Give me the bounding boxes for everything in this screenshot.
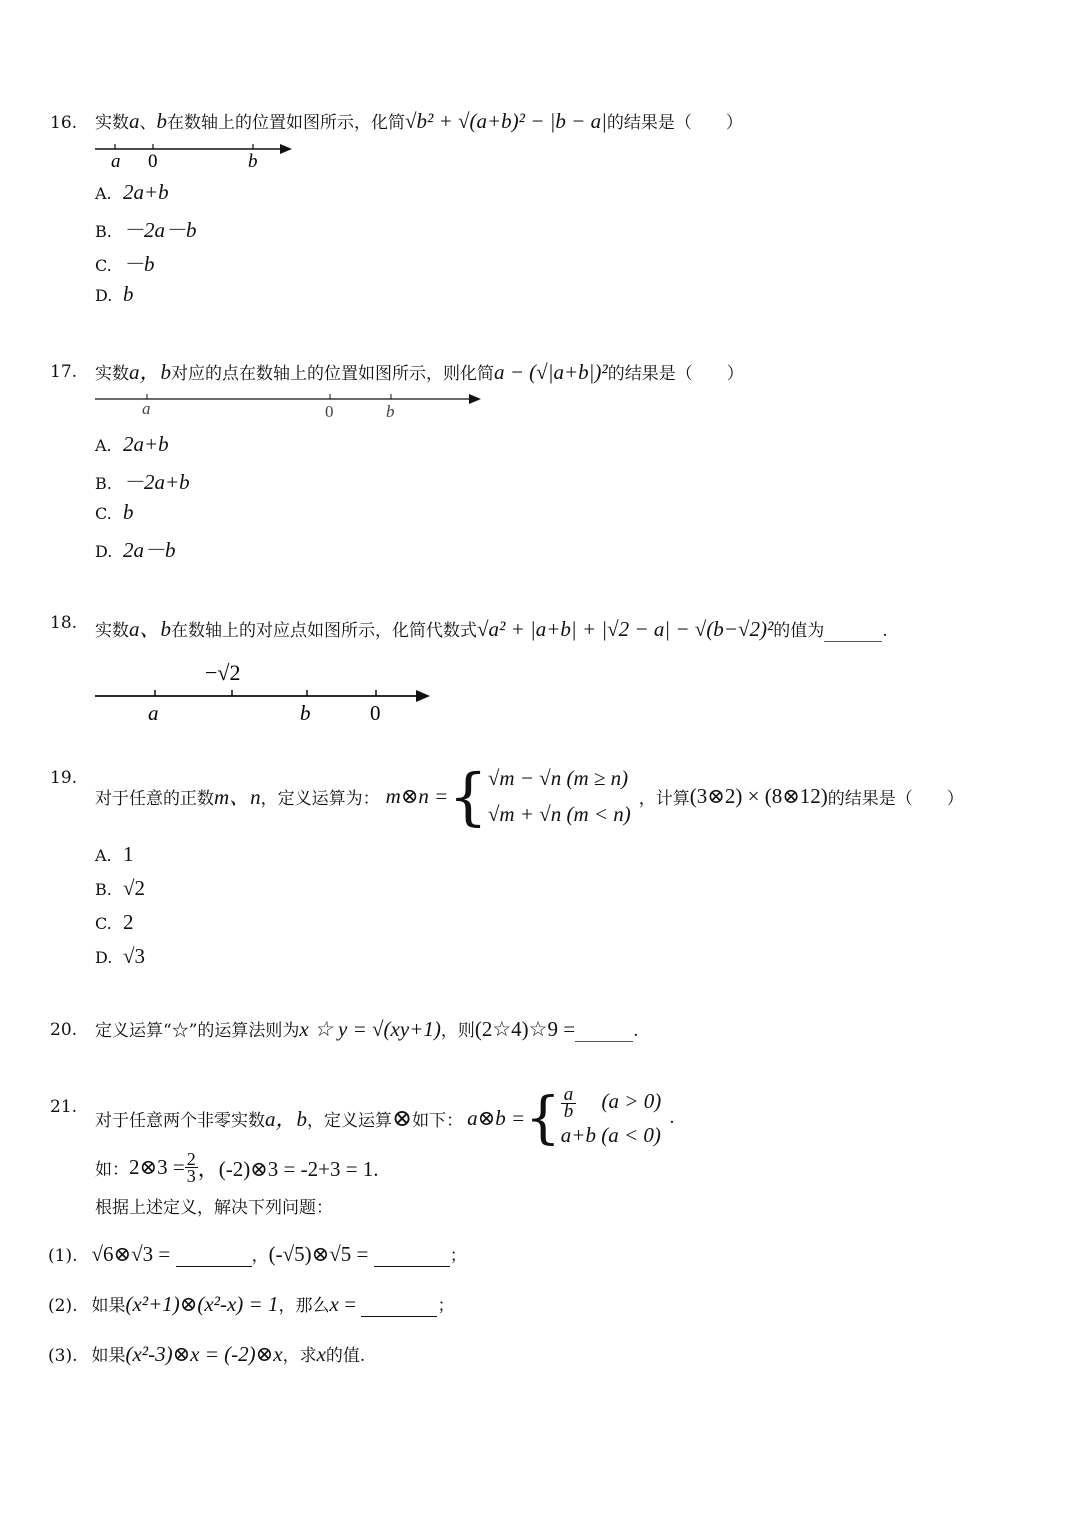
answer-blank-3[interactable]: [361, 1296, 437, 1317]
answer-blank-2[interactable]: [374, 1246, 450, 1267]
option-a[interactable]: A. 2a+b: [95, 432, 169, 456]
option-b[interactable]: B. －2a+b: [95, 470, 190, 494]
expression: √b² + √(a+b)² − |b − a|: [405, 109, 607, 133]
compute-expression: (2☆4)☆9 =: [474, 1017, 576, 1041]
option-a[interactable]: A. 1: [95, 842, 134, 866]
case-2: √m + √n (m < n): [487, 802, 631, 826]
case-2: a+b (a < 0): [560, 1122, 661, 1147]
compute-expression: (3⊗2) × (8⊗12): [689, 783, 828, 808]
question-number: 21.: [50, 1097, 78, 1117]
answer-blank[interactable]: [824, 621, 882, 642]
question-number: 20.: [50, 1020, 78, 1040]
part-3: (3). 如果(x²-3)⊗x = (-2)⊗x，求x的值.: [48, 1342, 366, 1366]
part-1: (1). √6⊗√3 = ，(-√5)⊗√5 = ；: [48, 1242, 467, 1266]
axis-label-0: 0: [148, 151, 158, 172]
question-stem: 实数a、b在数轴上的对应点如图所示，化简代数式√a² + |a+b| + |√2 − a| − √(b−√2)²的值为 .: [95, 617, 888, 641]
otimes-icon: ⊗: [392, 1105, 413, 1132]
option-d[interactable]: D. b: [95, 282, 134, 306]
answer-blank[interactable]: [575, 1021, 633, 1042]
question-stem: 对于任意两个非零实数 a，b ，定义运算 ⊗ 如下： a⊗b = { $\frac{a}{b} (a > 0)$ a+b (a < 0) .: [95, 1083, 675, 1151]
number-line: [95, 138, 295, 174]
option-a[interactable]: A. 2a+b: [95, 180, 169, 204]
option-c[interactable]: C. －b: [95, 252, 155, 276]
axis-label-a: a: [142, 399, 151, 418]
piecewise-cases: [488, 760, 631, 832]
question-stem: 定义运算“☆”的运算法则为x ☆ y = √(xy+1)，则(2☆4)☆9 = .: [95, 1017, 639, 1041]
question-stem: 实数a，b对应的点在数轴上的位置如图所示，则化简a − (√|a+b|)²的结果是（ ）: [95, 360, 744, 384]
axis-label-b: b: [248, 151, 258, 172]
case-1: √m − √n (m ≥ n): [487, 766, 629, 790]
answer-blank-1[interactable]: [176, 1246, 252, 1267]
piecewise-cases: [560, 1083, 662, 1150]
case-1: $\frac{a}{b} (a > 0)$: [561, 1089, 661, 1113]
expression: x ☆ y = √(xy+1): [299, 1017, 441, 1041]
example-line: 如： 2⊗3 = $\frac{2}{3}$ ，(-2)⊗3 = -2+3 = 1.: [95, 1149, 379, 1186]
axis-label-b: b: [300, 701, 311, 725]
option-c[interactable]: C. b: [95, 500, 134, 524]
question-number: 16.: [50, 113, 78, 133]
fraction: $\frac{2}{3}$: [186, 1149, 196, 1186]
instruction: 根据上述定义，解决下列问题：: [95, 1198, 333, 1218]
question-stem: 实数a、b在数轴上的位置如图所示，化简√b² + √(a+b)² − |b − a|的结果是（ ）: [95, 109, 743, 133]
number-line: [95, 390, 485, 422]
brace: {: [525, 1085, 561, 1151]
axis-label-0: 0: [370, 701, 381, 725]
definition-lhs: m⊗n =: [385, 783, 449, 808]
axis-label-0: 0: [325, 402, 334, 421]
question-number: 19.: [50, 768, 78, 788]
definition-lhs: a⊗b =: [467, 1105, 526, 1130]
expression: √a² + |a+b| + |√2 − a| − √(b−√2)²: [477, 617, 774, 641]
part-2: (2). 如果(x²+1)⊗(x²-x) = 1，那么x = ；: [48, 1292, 455, 1316]
question-stem: 对于任意的正数 m、n ，定义运算为： m⊗n = { √m − √n (m ≥ n) √m + √n (m < n) ，计算 (3⊗2) × (8⊗12) 的结果是（ ）: [95, 759, 964, 833]
expression: a − (√|a+b|)²: [494, 360, 608, 384]
brace: {: [448, 759, 488, 833]
question-number: 18.: [50, 613, 78, 633]
number-line: [95, 655, 440, 725]
axis-label-a: a: [148, 701, 159, 725]
axis-label-neg-sqrt2: −√2: [205, 660, 241, 685]
option-c[interactable]: C. 2: [95, 910, 134, 934]
question-number: 17.: [50, 362, 78, 382]
axis-label-a: a: [111, 151, 121, 172]
option-d[interactable]: D. 2a－b: [95, 538, 176, 562]
option-d[interactable]: D. √3: [95, 944, 146, 968]
option-b[interactable]: B. √2: [95, 876, 146, 900]
axis-label-b: b: [386, 402, 395, 421]
option-b[interactable]: B. －2a－b: [95, 218, 197, 242]
